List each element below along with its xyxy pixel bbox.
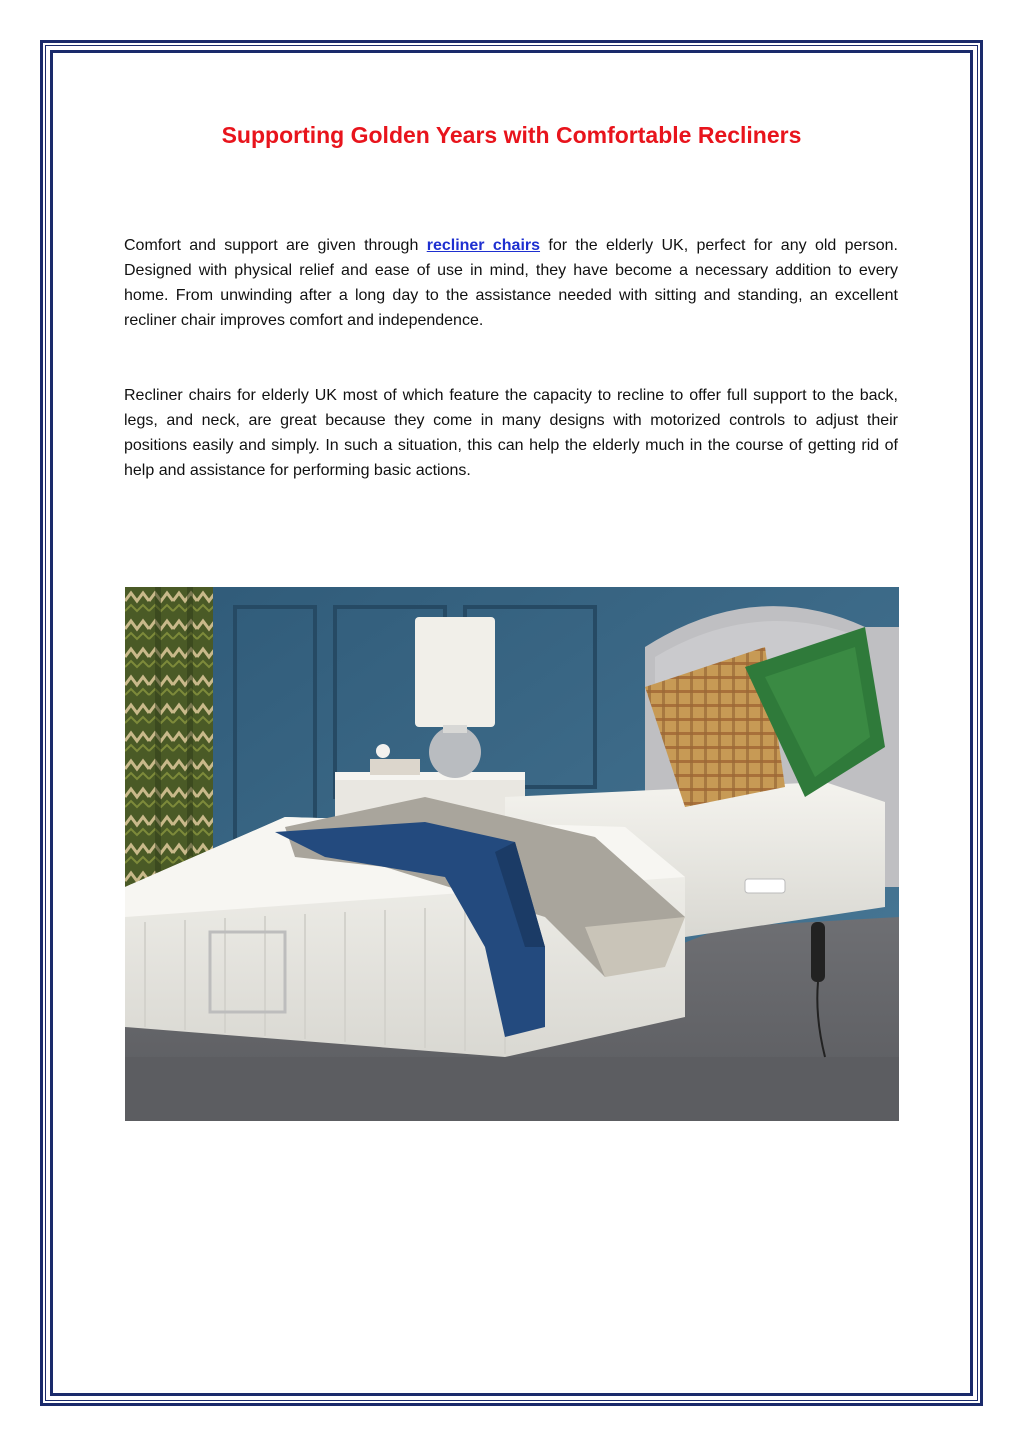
adjustable-bed-photo <box>125 587 899 1121</box>
features-paragraph: Recliner chairs for elderly UK most of which feature the capacity to recline to offer full support to the back, legs, and neck, are great because they come in many designs with motorized controls to adjust their positions easily and simply. In such a situation, this can help the elderly much in the course of getting rid of help and assistance for performing basic actions. <box>124 387 898 479</box>
intro-paragraph <box>124 233 898 333</box>
page-title: Supporting Golden Years with Comfortable Recliners <box>221 122 802 148</box>
intro-text-start: Comfort and support are given through <box>124 237 427 254</box>
intro-text-end: for the elderly UK, perfect for any old person. Designed with physical relief and ease of use in mind, they have become a necessary addition to every home. From unwinding after a long day to the assistance needed with sitting and standing, an excellent recliner chair improves comfort and independence. <box>124 237 899 329</box>
recliner-chairs-link[interactable]: recliner chairs <box>426 237 541 254</box>
